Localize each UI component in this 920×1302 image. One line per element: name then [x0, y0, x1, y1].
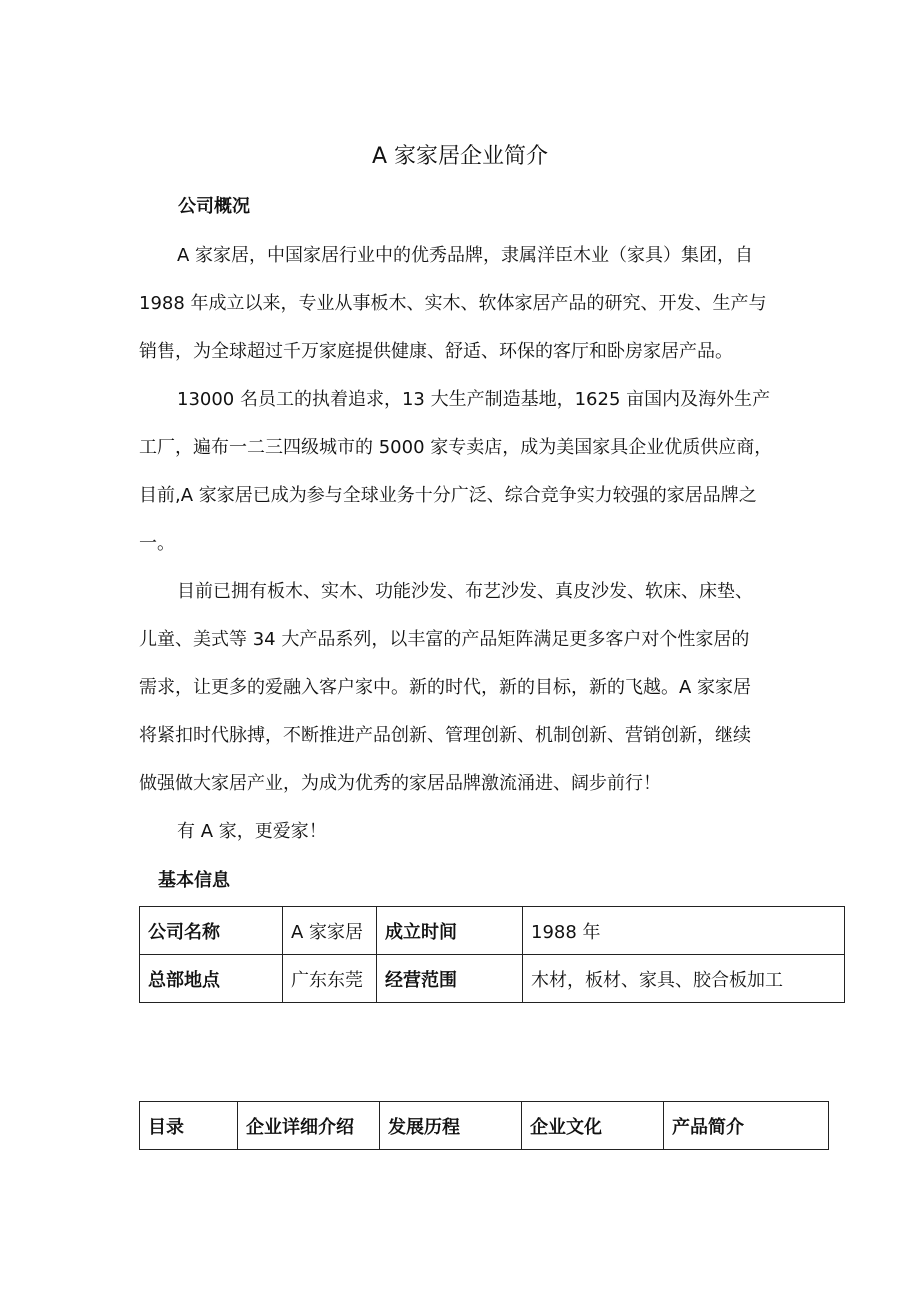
text-line: A 家家居，中国家居行业中的优秀品牌，隶属洋臣木业（家具）集团，自 [177, 245, 754, 266]
text-line: 做强做大家居产业，为成为优秀的家居品牌激流涌进、阔步前行！ [139, 773, 661, 794]
text-line: 需求，让更多的爱融入客户家中。新的时代，新的目标，新的飞越。A 家家居 [139, 677, 752, 698]
table-cell-label: 总部地点 [140, 955, 283, 1003]
toc-cell: 企业文化 [522, 1102, 664, 1150]
table-row [140, 1102, 829, 1150]
text-line: 一。 [139, 533, 175, 554]
text-line: 1988 年成立以来，专业从事板木、实木、软体家居产品的研究、开发、生产与 [139, 293, 767, 314]
text-line: 有 A 家，更爱家！ [177, 821, 327, 842]
text-line: 销售，为全球超过千万家庭提供健康、舒适、环保的客厅和卧房家居产品。 [139, 341, 733, 362]
text-line: 目前已拥有板木、实木、功能沙发、布艺沙发、真皮沙发、软床、床垫、 [177, 581, 753, 602]
table-cell-value: 1988 年 [523, 907, 845, 955]
toc-cell: 产品简介 [664, 1102, 829, 1150]
toc-cell: 发展历程 [380, 1102, 522, 1150]
table-row [140, 955, 845, 1003]
section-heading-basic-info: 基本信息 [158, 870, 230, 891]
table-cell-value: A 家家居 [283, 907, 377, 955]
overview-body [139, 232, 819, 856]
table-cell-label: 公司名称 [140, 907, 283, 955]
table-cell-label: 成立时间 [377, 907, 523, 955]
table-cell-value: 广东东莞 [283, 955, 377, 1003]
section-heading-overview: 公司概况 [178, 196, 250, 217]
text-line: 儿童、美式等 34 大产品系列，以丰富的产品矩阵满足更多客户对个性家居的 [139, 629, 750, 650]
text-line: 目前,A 家家居已成为参与全球业务十分广泛、综合竞争实力较强的家居品牌之 [139, 485, 757, 506]
toc-table [139, 1101, 829, 1150]
text-line: 将紧扣时代脉搏，不断推进产品创新、管理创新、机制创新、营销创新，继续 [139, 725, 751, 746]
toc-cell: 企业详细介绍 [238, 1102, 380, 1150]
text-line: 工厂，遍布一二三四级城市的 5000 家专卖店，成为美国家具企业优质供应商， [139, 437, 773, 458]
table-cell-value: 木材，板材、家具、胶合板加工 [523, 955, 845, 1003]
table-cell-label: 经营范围 [377, 955, 523, 1003]
toc-cell: 目录 [140, 1102, 238, 1150]
document-title: A 家家居企业简介 [371, 144, 549, 169]
text-line: 13000 名员工的执着追求，13 大生产制造基地，1625 亩国内及海外生产 [177, 389, 771, 410]
basic-info-table [139, 906, 845, 1003]
table-row [140, 907, 845, 955]
